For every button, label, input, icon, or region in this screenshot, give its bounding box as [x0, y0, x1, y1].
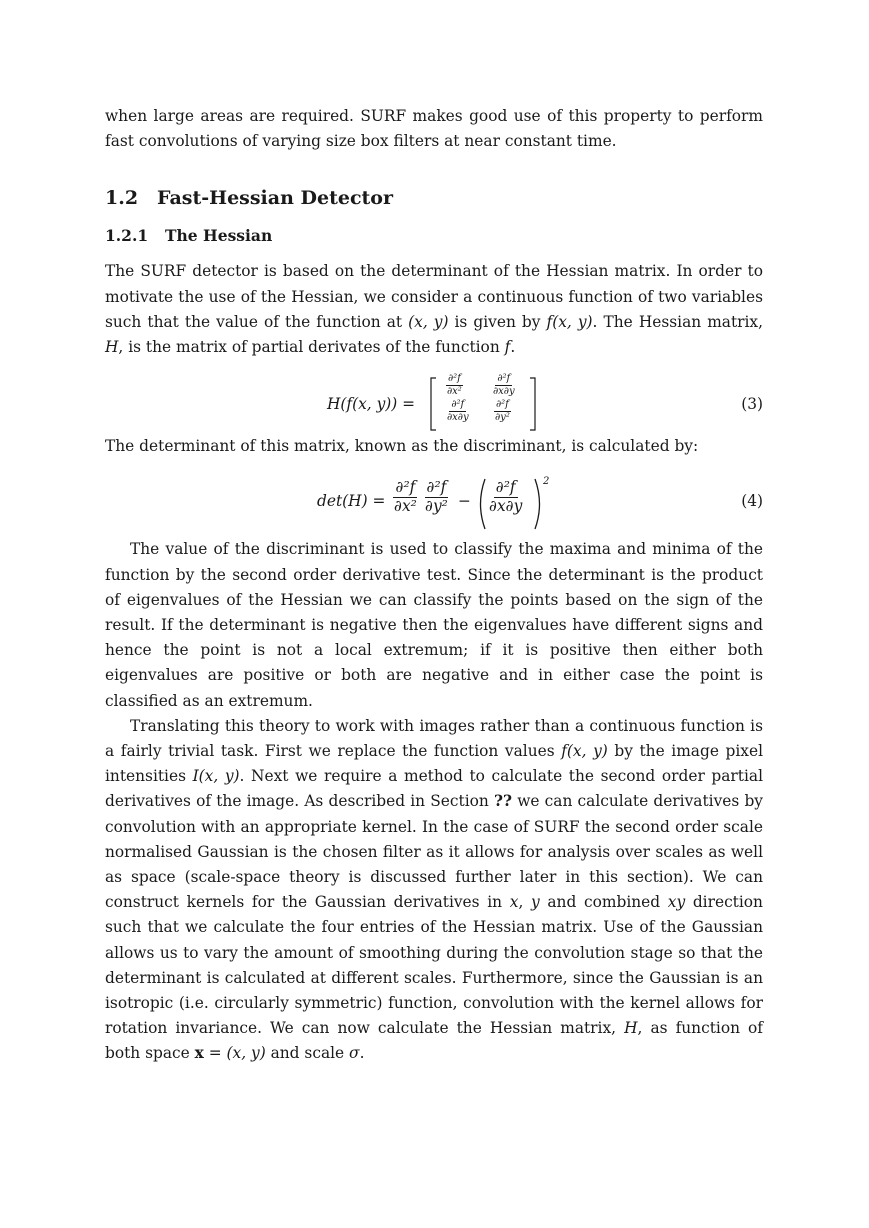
page-body — [105, 104, 763, 1067]
paren-left — [475, 477, 487, 531]
equation-3 — [105, 370, 763, 438]
matrix-cell-22: $\frac{\text{∂²f}}{\text{∂y²}}$ — [495, 399, 510, 423]
equation-4 — [105, 475, 763, 535]
paragraph-hessian: The SURF detector is based on the determinant of the Hessian matrix. In order to motivate the use of the Hessian, we consider a continuous function of two variables such that the value of the function at (x, y) is given by f(x, y). The Hessian matrix, H, is the matrix of partial derivates of the function f. — [105, 262, 764, 357]
section-heading — [105, 186, 763, 210]
matrix-cell-12: $\frac{\text{∂²f}}{\partial x\partial y}$ — [493, 373, 515, 397]
paragraph-discriminant: The determinant of this matrix, known as the discriminant, is calculated by: — [105, 437, 699, 456]
equation-4-frac-1: $\frac{\text{∂²f}}{\text{∂x²}}$ — [394, 478, 417, 516]
matrix-cell-21: $\frac{\text{∂²f}}{\partial x\partial y}$ — [447, 399, 469, 423]
subsection-title: The Hessian — [165, 226, 273, 246]
math-inline: f — [504, 338, 511, 357]
matrix-cell-11: $\frac{\text{∂²f}}{\text{∂x²}}$ — [447, 373, 462, 397]
section-reference[interactable]: ?? — [493, 792, 513, 811]
subsection-heading — [105, 225, 763, 247]
math-inline: (x, y) — [408, 312, 449, 331]
math-inline: H — [105, 338, 119, 357]
equation-3-number: (3) — [741, 395, 763, 414]
paragraph-intro: when large areas are required. SURF makes good use of this property to perform fast convolutions of varying size box filters at near constant time. — [105, 107, 763, 151]
equation-3-lhs: H(f(x, y)) = — [327, 395, 416, 414]
paragraph-value: The value of the discriminant is used to classify the maxima and minima of the function by the second order derivative test. Since the determinant is the product of eigenvalues of the Hessian we can classify the points based on the sign of the result. If the determinant is negative then the eigenvalues have different signs and hence the point is not a local extremum; if it is positive then either both eigenvalues are positive or both are negative and in either case the point is classified as an extremum. — [105, 540, 763, 710]
equation-4-frac-3: $\frac{\text{∂²f}}{\partial x\partial y}$ — [489, 478, 523, 516]
equation-4-frac-2: $\frac{\text{∂²f}}{\text{∂y²}}$ — [425, 478, 448, 516]
section-title: Fast-Hessian Detector — [157, 187, 393, 210]
equation-4-minus: − — [458, 492, 471, 511]
subsection-number: 1.2.1 — [105, 226, 149, 246]
section-number: 1.2 — [105, 187, 139, 210]
math-inline: f(x, y) — [546, 312, 593, 331]
equation-4-lhs: det(H) = — [317, 492, 386, 511]
equation-4-number: (4) — [741, 492, 763, 511]
paragraph-translate: Translating this theory to work with images rather than a continuous function is a fairly trivial task. First we replace the function values f(x, y) by the image pixel intensities I(x, y). Next we require a method to calculate the second order partial derivatives of the image. As described in Section ?? we can calculate derivatives by convolution with an appropriate kernel. In the case of SURF the second order scale normalised Gaussian is the chosen filter as it allows for analysis over scales as well as space (scale-space theory is discussed further later in this section). We can construct kernels for the Gaussian derivatives in x, y and combined xy direction such that we calculate the four entries of the Hessian matrix. Use of the Gaussian allows us to vary the amount of smoothing during the convolution stage so that the determinant is calculated at different scales. Furthermore, since the Gaussian is an isotropic (i.e. circularly symmetric) function, convolution with the kernel allows for rotation invariance. We can now calculate the Hessian matrix, H, as function of both space x = (x, y) and scale σ. — [105, 716, 764, 1063]
equation-4-exponent: 2 — [543, 476, 550, 488]
